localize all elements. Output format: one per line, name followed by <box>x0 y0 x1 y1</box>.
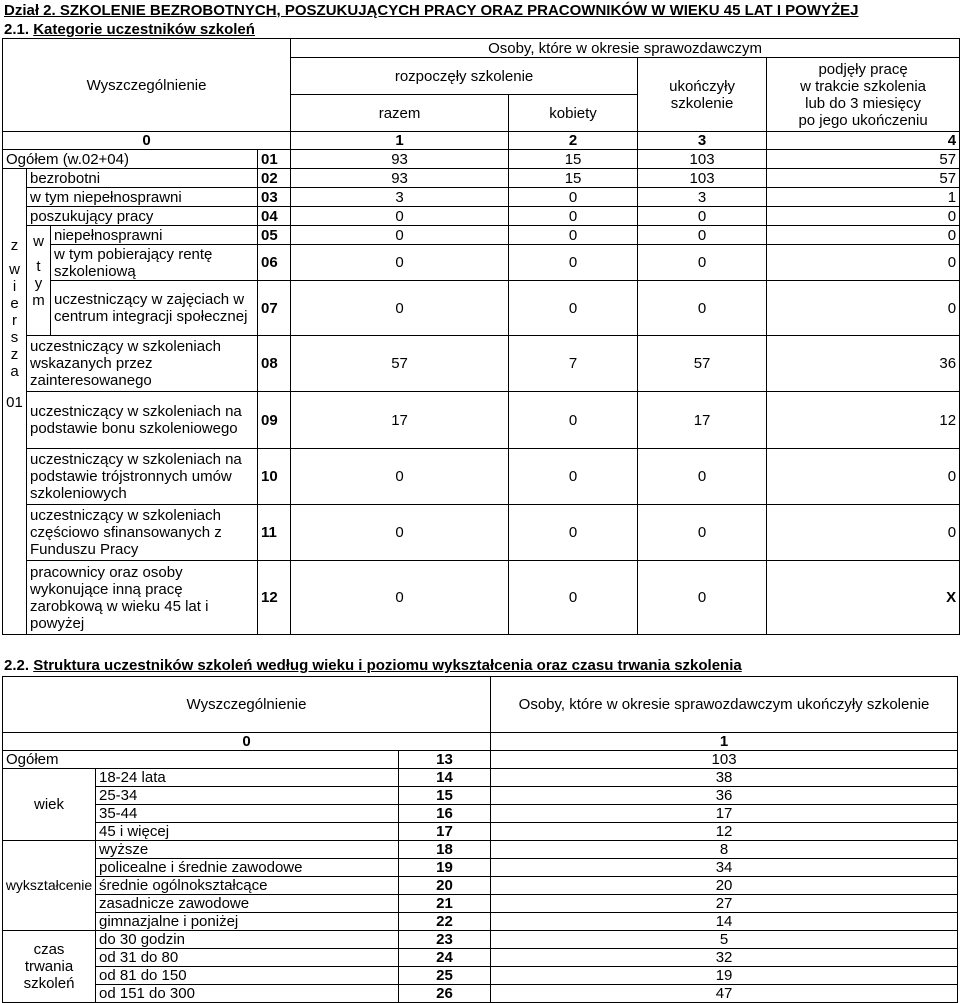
table-row: 45 i więcej 17 12 <box>3 823 958 841</box>
table-row: czas trwania szkoleń do 30 godzin 23 5 <box>3 931 958 949</box>
table-row: 25-34 15 36 <box>3 787 958 805</box>
column-numbers-row: 0 1 <box>3 733 958 751</box>
group-label-wiek: wiek <box>3 769 96 841</box>
structure-table <box>2 676 958 1003</box>
side-label-z-wiersza: z w i e r s z a 01 <box>3 169 27 635</box>
table-row: pracownicy oraz osoby wykonujące inną pracę zarobkową w wieku 45 lat i powyżej 12 0 0 0 X <box>3 561 960 635</box>
side-label-w-tym: w t y m <box>27 226 51 336</box>
table-row: 35-44 16 17 <box>3 805 958 823</box>
header-podjely: podjęły pracę w trakcie szkolenia lub do 3 miesięcy po jego ukończeniu <box>767 58 960 132</box>
header-wyszczegolnienie: Wyszczególnienie <box>3 677 491 733</box>
participants-categories-table <box>2 38 960 635</box>
table-row: w tym pobierający rentę szkoleniową 06 0 0 0 0 <box>3 245 960 281</box>
table-row: policealne i średnie zawodowe 19 34 <box>3 859 958 877</box>
header-osoby: Osoby, które w okresie sprawozdawczym <box>291 39 960 58</box>
table-row: od 81 do 150 25 19 <box>3 967 958 985</box>
table-row: z w i e r s z a 01 bezrobotni 02 93 15 103 57 <box>3 169 960 188</box>
table-row: uczestniczący w szkoleniach na podstawie trójstronnych umów szkoleniowych 10 0 0 0 0 <box>3 449 960 505</box>
table-row: w t y m niepełnosprawni 05 0 0 0 0 <box>3 226 960 245</box>
header-kobiety: kobiety <box>509 95 638 132</box>
table-row: uczestniczący w szkoleniach wskazanych przez zainteresowanego 08 57 7 57 36 <box>3 336 960 392</box>
table-row: uczestniczący w szkoleniach częściowo sfinansowanych z Funduszu Pracy 11 0 0 0 0 <box>3 505 960 561</box>
column-numbers-row: 0 1 2 3 4 <box>3 132 960 150</box>
header-ukonczyly: ukończyły szkolenie <box>638 58 767 132</box>
table-row: wiek 18-24 lata 14 38 <box>3 769 958 787</box>
table-row: Ogółem 13 103 <box>3 751 958 769</box>
table-row: od 31 do 80 24 32 <box>3 949 958 967</box>
table-row: zasadnicze zawodowe 21 27 <box>3 895 958 913</box>
subsection-2-heading: 2.2. Struktura uczestników szkoleń według wieku i poziomu wykształcenia oraz czasu trwania szkolenia <box>4 657 742 674</box>
table-row: uczestniczący w zajęciach w centrum integracji społecznej 07 0 0 0 0 <box>3 281 960 336</box>
table-row: w tym niepełnosprawni 03 3 0 3 1 <box>3 188 960 207</box>
group-label-wyksztalcenie: wykształcenie <box>3 841 96 931</box>
subsection-1-heading: 2.1. Kategorie uczestników szkoleń <box>4 21 255 38</box>
table-row: od 151 do 300 26 47 <box>3 985 958 1003</box>
table-row: uczestniczący w szkoleniach na podstawie bonu szkoleniowego 09 17 0 17 12 <box>3 392 960 449</box>
table-row: wykształcenie wyższe 18 8 <box>3 841 958 859</box>
header-rozpoczely: rozpoczęły szkolenie <box>291 58 638 95</box>
section-heading: Dział 2. SZKOLENIE BEZROBOTNYCH, POSZUKUJĄCYCH PRACY ORAZ PRACOWNIKÓW W WIEKU 45 LAT I POWYŻEJ <box>4 2 859 19</box>
group-label-czas-trwania: czas trwania szkoleń <box>3 931 96 1003</box>
header-wyszczegolnienie: Wyszczególnienie <box>3 39 291 132</box>
table-row: średnie ogólnokształcące 20 20 <box>3 877 958 895</box>
header-razem: razem <box>291 95 509 132</box>
header-osoby-ukonczyly: Osoby, które w okresie sprawozdawczym ukończyły szkolenie <box>491 677 958 733</box>
table-row: poszukujący pracy 04 0 0 0 0 <box>3 207 960 226</box>
table-row: Ogółem (w.02+04) 01 93 15 103 57 <box>3 150 960 169</box>
table-row: gimnazjalne i poniżej 22 14 <box>3 913 958 931</box>
